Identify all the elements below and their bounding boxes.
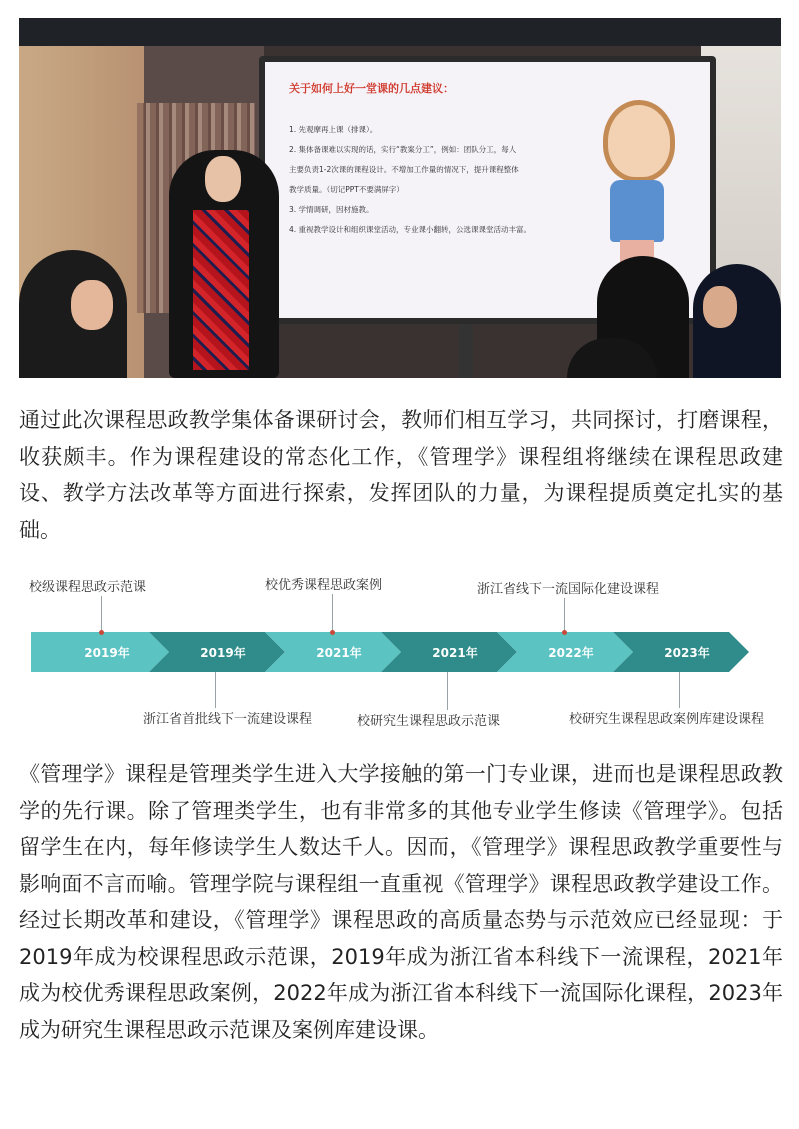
slide-title: 关于如何上好一堂课的几点建议：: [289, 82, 454, 95]
timeline-tick: [332, 594, 333, 632]
timeline-dot: [99, 630, 104, 635]
slide-line: 主要负责1-2次课的课程设计。不增加工作量的情况下，提升课程整体: [289, 165, 519, 174]
slide-line: 1. 先观摩再上课（排课）。: [289, 125, 378, 134]
timeline-year: 2019年: [200, 646, 246, 660]
slide-line: 教学质量。（切记PPT不要满屏字）: [289, 185, 404, 194]
timeline-top-label: 校优秀课程思政案例: [265, 578, 383, 593]
display-stand: [459, 324, 473, 378]
timeline-dot: [330, 630, 335, 635]
timeline-tick: [101, 596, 102, 632]
timeline-tick: [679, 672, 680, 708]
paragraph-intro: 通过此次课程思政教学集体备课研讨会，教师们相互学习，共同探讨，打磨课程，收获颇丰。作为课程建设的常态化工作，《管理学》课程组将继续在课程思政建设、教学方法改革等方面进行探索，发挥团队的力量，为课程提质奠定扎实的基础。: [19, 408, 783, 542]
timeline: [19, 566, 781, 736]
teacher-face: [205, 156, 241, 202]
audience-face: [703, 286, 737, 328]
plaid-scarf: [193, 210, 249, 370]
cartoon-teacher-head: [603, 100, 675, 182]
classroom-photo: [19, 18, 781, 378]
timeline-bottom-label: 校研究生课程思政示范课: [357, 714, 501, 729]
timeline-tick: [564, 598, 565, 632]
timeline-year: 2021年: [316, 646, 362, 660]
timeline-tick: [215, 672, 216, 708]
slide-line: 3. 学情调研，因材施教。: [289, 205, 374, 214]
timeline-year: 2022年: [548, 646, 594, 660]
timeline-dot: [562, 630, 567, 635]
timeline-year: 2021年: [432, 646, 478, 660]
paragraph-course-overview: 《管理学》课程是管理类学生进入大学接触的第一门专业课，进而也是课程思政教学的先行课。除了管理类学生，也有非常多的其他专业学生修读《管理学》。包括留学生在内，每年修读学生人数达千人。因而，《管理学》课程思政教学重要性与影响面不言而喻。管理学院与课程组一直重视《管理学》课程思政教学建设工作。经过长期改革和建设，《管理学》课程思政的高质量态势与示范效应已经显现：于2019年成为校课程思政示范课，2019年成为浙江省本科线下一流课程，2021年成为校优秀课程思政案例，2022年成为浙江省本科线下一流国际化课程，2023年成为研究生课程思政示范课及案例库建设课。: [19, 762, 783, 1042]
timeline-top-label: 浙江省线下一流国际化建设课程: [477, 582, 660, 597]
slide-line: 2. 集体备课难以实现的话，实行“教案分工”，例如：团队分工，每人: [289, 145, 517, 154]
cartoon-teacher-body: [610, 180, 664, 242]
audience-face: [71, 280, 113, 330]
slide-line: 4. 重视教学设计和组织课堂活动，专业课小翻转，公选课课堂活动丰富。: [289, 225, 532, 234]
timeline-year: 2019年: [84, 646, 130, 660]
timeline-tick: [447, 672, 448, 710]
timeline-year: 2023年: [664, 646, 710, 660]
timeline-bottom-label: 浙江省首批线下一流建设课程: [143, 712, 313, 727]
timeline-top-label: 校级课程思政示范课: [29, 580, 147, 595]
timeline-bottom-label: 校研究生课程思政案例库建设课程: [569, 712, 765, 727]
ceiling: [19, 18, 781, 46]
